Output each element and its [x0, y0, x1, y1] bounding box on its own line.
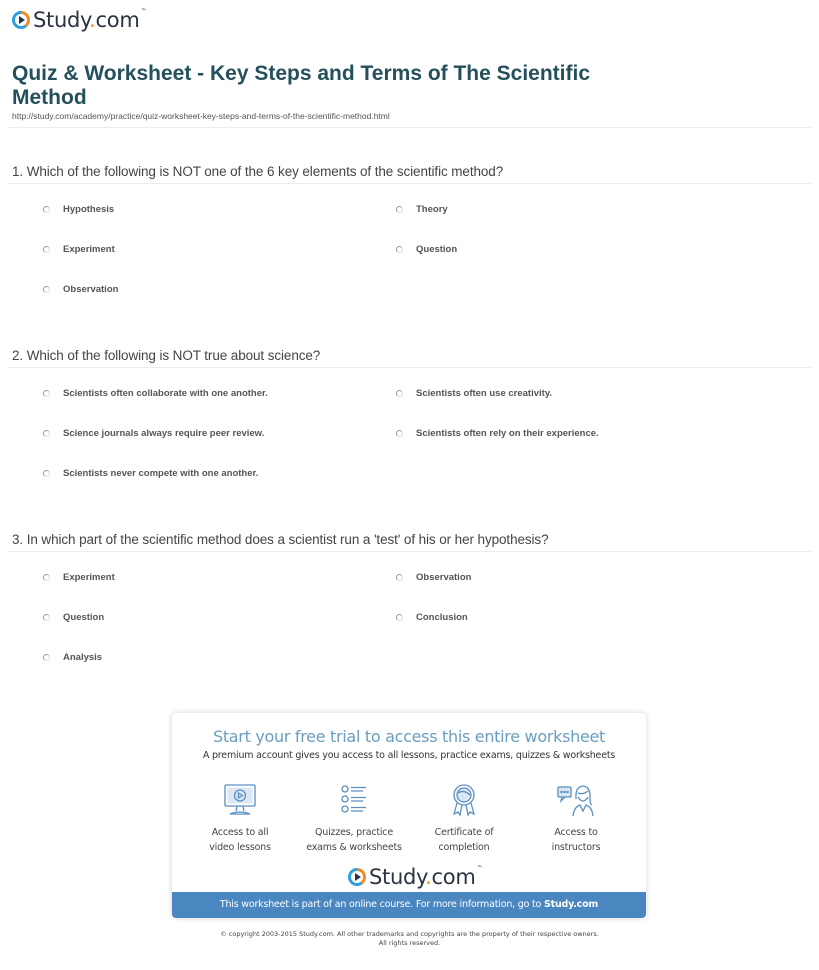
feature-quizzes [295, 783, 413, 855]
option-label: Experiment [63, 244, 115, 255]
feature-label: Access to instructors [551, 827, 601, 853]
copyright-line: © copyright 2003-2015 Study.com. All other trademarks and copyrights are the property of their respective owners. [220, 930, 599, 938]
instructor-icon [556, 783, 596, 817]
question-3: 3. In which part of the scientific method does a scientist run a 'test' of his or her hypothesis? [12, 532, 549, 547]
play-logo-icon [12, 11, 30, 29]
copyright [0, 930, 819, 948]
feature-label: Access to all video lessons [209, 827, 271, 853]
q3-option-observation[interactable] [396, 572, 471, 583]
page-url[interactable]: http://study.com/academy/practice/quiz-worksheet-key-steps-and-terms-of-the-scientific-method.html [12, 111, 390, 121]
option-label: Experiment [63, 572, 115, 583]
option-label: Scientists never compete with one another. [63, 468, 259, 479]
question-2: 2. Which of the following is NOT true about science? [12, 348, 321, 363]
q3-option-conclusion[interactable] [396, 612, 468, 623]
q2-option-4[interactable] [396, 428, 599, 439]
feature-instructors [517, 783, 635, 855]
divider [8, 127, 811, 128]
option-label: Observation [63, 284, 119, 295]
option-label: Question [416, 244, 458, 255]
radio-button[interactable] [43, 470, 50, 477]
logo-text: Study.com™ [33, 8, 147, 32]
divider [8, 183, 811, 184]
option-label: Analysis [63, 652, 103, 663]
feature-label: Quizzes, practice exams & worksheets [306, 827, 402, 853]
radio-button[interactable] [396, 430, 403, 437]
radio-button[interactable] [43, 614, 50, 621]
quiz-list-icon [336, 783, 372, 817]
radio-button[interactable] [43, 574, 50, 581]
video-lesson-icon [222, 783, 258, 817]
radio-button[interactable] [396, 574, 403, 581]
q2-option-2[interactable] [396, 388, 552, 399]
radio-button[interactable] [396, 614, 403, 621]
radio-button[interactable] [43, 286, 50, 293]
radio-button[interactable] [43, 206, 50, 213]
copyright-line: All rights reserved. [378, 939, 441, 947]
q3-option-question[interactable] [43, 612, 104, 623]
logo-text: Study.com™ [369, 865, 483, 889]
radio-button[interactable] [396, 246, 403, 253]
promo-study-logo[interactable] [348, 865, 482, 889]
option-label: Hypothesis [63, 204, 115, 215]
q3-option-experiment[interactable] [43, 572, 115, 583]
option-label: Question [63, 612, 105, 623]
certificate-icon [446, 783, 482, 817]
promo-info-bar [172, 892, 646, 918]
radio-button[interactable] [396, 390, 403, 397]
q1-option-experiment[interactable] [43, 244, 115, 255]
feature-certificate [405, 783, 523, 855]
radio-button[interactable] [43, 390, 50, 397]
divider [8, 551, 811, 552]
option-label: Theory [416, 204, 448, 215]
promo-subheading: A premium account gives you access to all lessons, practice exams, quizzes & worksheets [202, 750, 616, 761]
radio-button[interactable] [43, 246, 50, 253]
option-label: Science journals always require peer review. [63, 428, 265, 439]
promo-heading[interactable]: Start your free trial to access this entire worksheet [212, 727, 606, 746]
page-title: Quiz & Worksheet - Key Steps and Terms of The Scientific Method [12, 62, 591, 109]
q1-option-question[interactable] [396, 244, 457, 255]
feature-label: Certificate of completion [434, 827, 494, 853]
q2-option-1[interactable] [43, 388, 268, 399]
q3-option-analysis[interactable] [43, 652, 102, 663]
study-com-link[interactable]: Study.com [544, 899, 599, 910]
study-logo[interactable] [12, 8, 146, 32]
q1-option-observation[interactable] [43, 284, 118, 295]
q1-option-theory[interactable] [396, 204, 448, 215]
free-trial-promo[interactable] [172, 713, 646, 918]
promo-bar-text: This worksheet is part of an online course. For more information, go to [219, 899, 544, 910]
option-label: Scientists often collaborate with one another. [63, 388, 268, 399]
radio-button[interactable] [43, 654, 50, 661]
radio-button[interactable] [396, 206, 403, 213]
option-label: Conclusion [416, 612, 468, 623]
radio-button[interactable] [43, 430, 50, 437]
feature-video-lessons [181, 783, 299, 855]
play-logo-icon [348, 868, 366, 886]
option-label: Scientists often use creativity. [416, 388, 553, 399]
q2-option-3[interactable] [43, 428, 264, 439]
question-1: 1. Which of the following is NOT one of the 6 key elements of the scientific method? [12, 164, 504, 179]
q1-option-hypothesis[interactable] [43, 204, 114, 215]
q2-option-5[interactable] [43, 468, 258, 479]
option-label: Observation [416, 572, 472, 583]
option-label: Scientists often rely on their experience. [416, 428, 599, 439]
divider [8, 367, 811, 368]
